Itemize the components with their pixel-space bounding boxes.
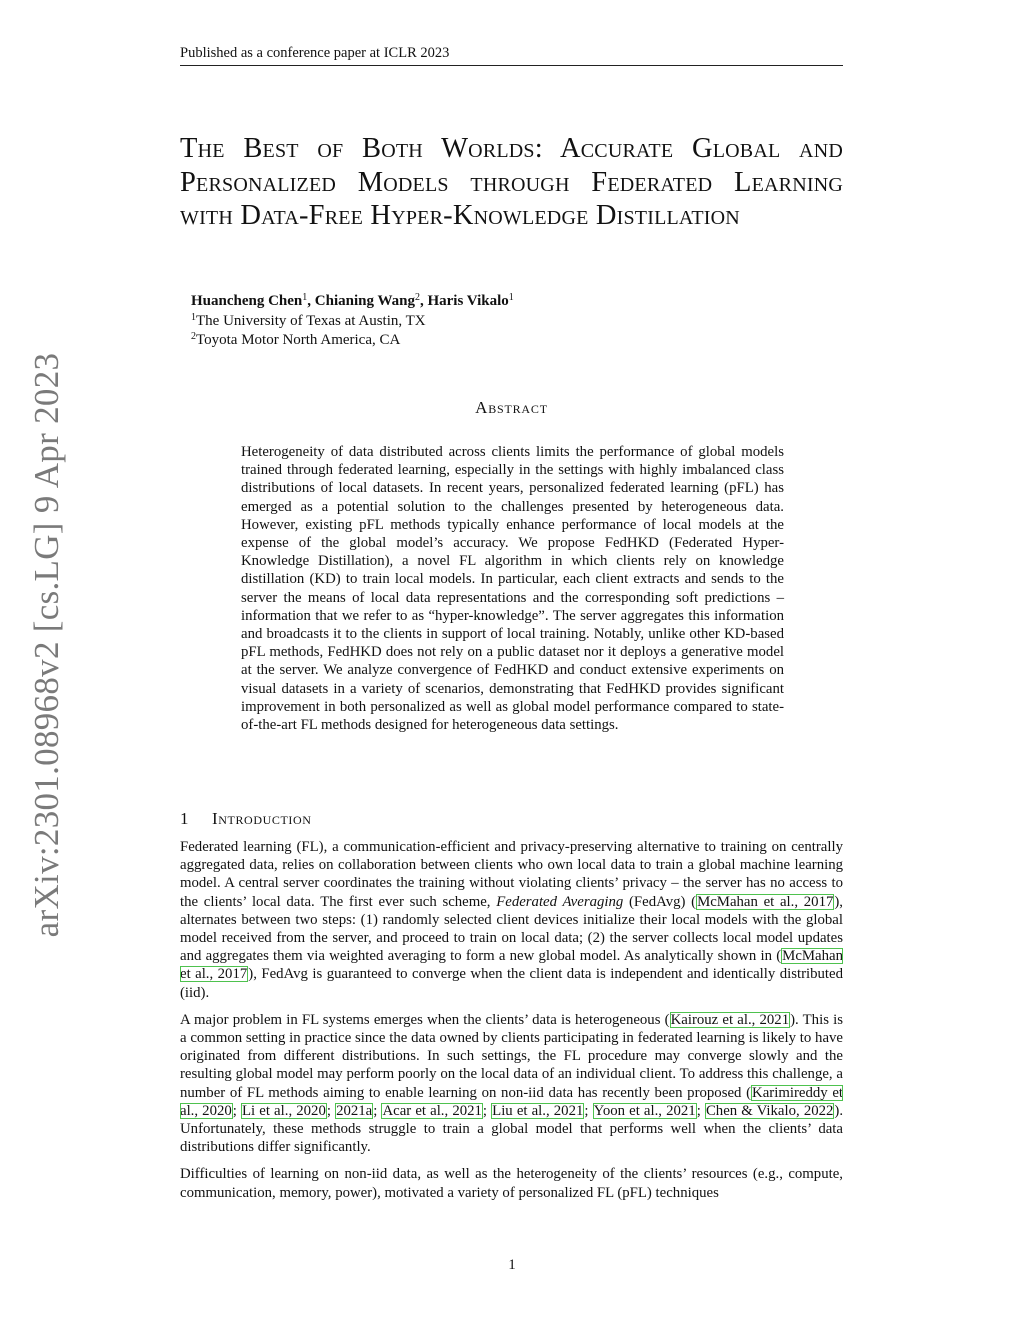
citation-link[interactable]: Karimireddy et al., 2020 bbox=[180, 1084, 843, 1119]
section-title: Introduction bbox=[212, 809, 312, 828]
citation-link[interactable]: 2021a bbox=[336, 1102, 373, 1119]
affil-marker: 2 bbox=[414, 292, 420, 303]
author-name: Huancheng Chen bbox=[191, 293, 303, 309]
citation-link[interactable]: Liu et al., 2021 bbox=[492, 1102, 584, 1119]
paragraph: Federated learning (FL), a communication-efficient and privacy-preserving alternative to training on centrally aggregated data, relies on collaboration between clients who own local data to train a global machine learning model. A central server coordinates the training without violating clients’ privacy – the server has no access to the clients’ local data. The first ever such scheme, Federated Averaging (FedAvg) (McMahan et al., 2017), alternates between two steps: (1) randomly selected client devices initialize their local models with the global model received from the server, and proceed to train on local data; (2) the server collects local model updates and aggregates them via weighted averaging to form a new global model. As analytically shown in (McMahan et al., 2017), FedAvg is guaranteed to converge when the client data is independent and identically distributed (iid). bbox=[180, 839, 844, 1001]
running-header: Published as a conference paper at ICLR 2023 bbox=[180, 44, 843, 66]
introduction-body bbox=[180, 838, 843, 1211]
abstract-text: Heterogeneity of data distributed across clients limits the performance of global models trained through federated learning, especially in the settings with highly imbalanced class distributions of local datasets. In recent years, personalized federated learning (pFL) has emerged as a potential solution to the challenges presented by heterogeneous data. However, existing pFL methods typically enhance performance of local models at the expense of the global model’s accuracy. We propose FedHKD (Federated Hyper-Knowledge Distillation), a novel FL algorithm in which clients rely on knowledge distillation (KD) to train local models. In particular, each client extracts and sends to the server the means of local data representations and the corresponding soft predictions – information that we refer to as “hyper-knowledge”. The server aggregates this information and broadcasts it to the clients in support of local training. Notably, unlike other KD-based pFL methods, FedHKD does not rely on a public dataset nor it deploys a generative model at the server. We analyze convergence of FedHKD and conduct extensive experiments on visual datasets in a variety of scenarios, demonstrating that FedHKD provides significant improvement in both personalized as well as global model performance compared to state-of-the-art FL methods designed for heterogeneous data settings. bbox=[241, 444, 784, 734]
abstract-heading: Abstract bbox=[475, 398, 548, 417]
paper-title: The Best of Both Worlds: Accurate Global and Personalized Models through Federated Learning with Data-Free Hyper-Knowledge Distillation bbox=[180, 133, 843, 231]
author-block bbox=[191, 292, 514, 351]
citation-link[interactable]: Li et al., 2020 bbox=[242, 1102, 326, 1119]
section-heading bbox=[180, 809, 312, 829]
affil-marker: 1 bbox=[302, 292, 308, 303]
author-name: Haris Vikalo bbox=[427, 293, 509, 309]
affiliation-1: $^1$The University of Texas at Austin, TX bbox=[191, 311, 426, 329]
page-number: 1 bbox=[508, 1257, 516, 1273]
citation-link[interactable]: Kairouz et al., 2021 bbox=[670, 1011, 790, 1028]
citation-link[interactable]: Yoon et al., 2021 bbox=[593, 1102, 696, 1119]
citation-link[interactable]: Chen & Vikalo, 2022 bbox=[705, 1102, 834, 1119]
affil-marker: 1 bbox=[508, 292, 514, 303]
citation-link[interactable]: McMahan et al., 2017 bbox=[180, 948, 843, 983]
affiliation-2: $^2$Toyota Motor North America, CA bbox=[191, 331, 401, 348]
author-name: Chianing Wang bbox=[314, 293, 415, 309]
citation-link[interactable]: McMahan et al., 2017 bbox=[697, 893, 834, 910]
author-names: Huancheng Chen$^1$, Chianing Wang$^2$, Haris Vikalo$^1$ bbox=[191, 292, 514, 309]
arxiv-id: arXiv:2301.08968v2 [cs.LG] 9 Apr 2023 bbox=[27, 352, 66, 938]
paragraph: Difficulties of learning on non-iid data, as well as the heterogeneity of the clients’ resources (e.g., compute, communication, memory, power), motivated a variety of personalized FL (pFL) techniques bbox=[180, 1166, 843, 1201]
paragraph: A major problem in FL systems emerges when the clients’ data is heterogeneous (Kairouz et al., 2021). This is a common setting in practice since the data owned by clients participating in federated learning is likely to have originated from different distributions. In such settings, the FL procedure may converge slowly and the resulting global model may perform poorly on the local data of an individual client. To address this challenge, a number of FL methods aiming to enable learning on non-iid data has recently been proposed (Karimireddy et al., 2020; Li et al., 2020; 2021a; Acar et al., 2021; Liu et al., 2021; Yoon et al., 2021; Chen & Vikalo, 2022). Unfortunately, these methods struggle to train a global model that performs well when the clients’ data distributions differ significantly. bbox=[180, 1011, 844, 1156]
citation-link[interactable]: Acar et al., 2021 bbox=[382, 1102, 482, 1119]
section-number: 1 bbox=[180, 809, 190, 828]
